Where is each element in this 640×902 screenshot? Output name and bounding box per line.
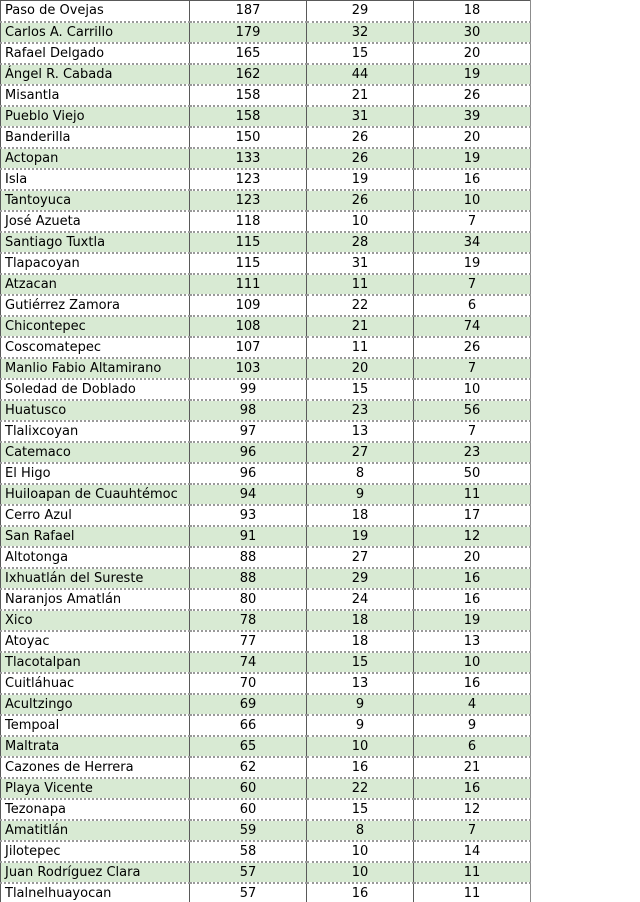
- table-row: [1, 232, 531, 253]
- value-cell: 77: [190, 631, 307, 652]
- value-cell: 60: [190, 799, 307, 820]
- municipality-cell: Altotonga: [1, 547, 190, 568]
- municipality-cell: Tezonapa: [1, 799, 190, 820]
- table-row: [1, 610, 531, 631]
- value-cell: 18: [414, 1, 531, 22]
- value-cell: 80: [190, 589, 307, 610]
- municipality-cell: Banderilla: [1, 127, 190, 148]
- municipality-cell: Tempoal: [1, 715, 190, 736]
- value-cell: 26: [307, 190, 414, 211]
- municipality-cell: Naranjos Amatlán: [1, 589, 190, 610]
- table-row: [1, 568, 531, 589]
- table-row: [1, 589, 531, 610]
- table-row: [1, 169, 531, 190]
- value-cell: 94: [190, 484, 307, 505]
- value-cell: 30: [414, 22, 531, 43]
- value-cell: 62: [190, 757, 307, 778]
- value-cell: 65: [190, 736, 307, 757]
- table-row: [1, 841, 531, 862]
- table-row: [1, 463, 531, 484]
- value-cell: 96: [190, 442, 307, 463]
- value-cell: 31: [307, 106, 414, 127]
- value-cell: 12: [414, 526, 531, 547]
- table-row: [1, 484, 531, 505]
- value-cell: 24: [307, 589, 414, 610]
- value-cell: 10: [414, 652, 531, 673]
- value-cell: 103: [190, 358, 307, 379]
- value-cell: 57: [190, 883, 307, 902]
- table-row: [1, 652, 531, 673]
- value-cell: 18: [307, 610, 414, 631]
- value-cell: 27: [307, 442, 414, 463]
- value-cell: 56: [414, 400, 531, 421]
- value-cell: 9: [307, 715, 414, 736]
- value-cell: 29: [307, 1, 414, 22]
- table-row: [1, 820, 531, 841]
- value-cell: 8: [307, 820, 414, 841]
- table-row: [1, 400, 531, 421]
- table-row: [1, 64, 531, 85]
- municipality-cell: José Azueta: [1, 211, 190, 232]
- table-row: [1, 505, 531, 526]
- value-cell: 9: [414, 715, 531, 736]
- value-cell: 22: [307, 295, 414, 316]
- value-cell: 150: [190, 127, 307, 148]
- value-cell: 16: [414, 673, 531, 694]
- table-row: [1, 673, 531, 694]
- value-cell: 18: [307, 505, 414, 526]
- value-cell: 10: [307, 736, 414, 757]
- value-cell: 19: [414, 253, 531, 274]
- value-cell: 57: [190, 862, 307, 883]
- table-row: [1, 190, 531, 211]
- municipality-cell: Tlalnelhuayocan: [1, 883, 190, 902]
- table-row: [1, 631, 531, 652]
- value-cell: 16: [307, 757, 414, 778]
- value-cell: 26: [414, 337, 531, 358]
- value-cell: 28: [307, 232, 414, 253]
- table-row: [1, 211, 531, 232]
- value-cell: 13: [307, 673, 414, 694]
- table-row: [1, 421, 531, 442]
- value-cell: 44: [307, 64, 414, 85]
- municipality-cell: Ixhuatlán del Sureste: [1, 568, 190, 589]
- municipality-cell: Atzacan: [1, 274, 190, 295]
- municipality-cell: Tlacotalpan: [1, 652, 190, 673]
- value-cell: 15: [307, 652, 414, 673]
- value-cell: 23: [414, 442, 531, 463]
- value-cell: 162: [190, 64, 307, 85]
- table-body: [1, 1, 531, 902]
- municipality-cell: Carlos A. Carrillo: [1, 22, 190, 43]
- value-cell: 69: [190, 694, 307, 715]
- value-cell: 16: [414, 169, 531, 190]
- municipality-cell: El Higo: [1, 463, 190, 484]
- table-row: [1, 883, 531, 902]
- table-row: [1, 358, 531, 379]
- value-cell: 14: [414, 841, 531, 862]
- value-cell: 11: [414, 862, 531, 883]
- value-cell: 115: [190, 253, 307, 274]
- value-cell: 4: [414, 694, 531, 715]
- table-row: [1, 316, 531, 337]
- value-cell: 74: [414, 316, 531, 337]
- value-cell: 123: [190, 169, 307, 190]
- table-row: [1, 148, 531, 169]
- municipality-cell: Misantla: [1, 85, 190, 106]
- municipality-cell: Maltrata: [1, 736, 190, 757]
- value-cell: 15: [307, 43, 414, 64]
- value-cell: 158: [190, 106, 307, 127]
- municipality-cell: Acultzingo: [1, 694, 190, 715]
- table-row: [1, 379, 531, 400]
- value-cell: 74: [190, 652, 307, 673]
- municipality-cell: Tlalixcoyan: [1, 421, 190, 442]
- value-cell: 98: [190, 400, 307, 421]
- value-cell: 118: [190, 211, 307, 232]
- value-cell: 70: [190, 673, 307, 694]
- value-cell: 99: [190, 379, 307, 400]
- value-cell: 21: [307, 85, 414, 106]
- value-cell: 32: [307, 22, 414, 43]
- municipality-cell: Actopan: [1, 148, 190, 169]
- municipality-cell: San Rafael: [1, 526, 190, 547]
- value-cell: 133: [190, 148, 307, 169]
- value-cell: 9: [307, 484, 414, 505]
- municipality-cell: Xico: [1, 610, 190, 631]
- municipality-cell: Tlapacoyan: [1, 253, 190, 274]
- value-cell: 7: [414, 421, 531, 442]
- value-cell: 26: [307, 127, 414, 148]
- value-cell: 19: [307, 526, 414, 547]
- value-cell: 11: [414, 484, 531, 505]
- value-cell: 93: [190, 505, 307, 526]
- value-cell: 115: [190, 232, 307, 253]
- municipality-cell: Chicontepec: [1, 316, 190, 337]
- value-cell: 19: [307, 169, 414, 190]
- value-cell: 108: [190, 316, 307, 337]
- value-cell: 88: [190, 568, 307, 589]
- table-row: [1, 862, 531, 883]
- value-cell: 11: [414, 883, 531, 902]
- value-cell: 21: [307, 316, 414, 337]
- value-cell: 20: [307, 358, 414, 379]
- value-cell: 31: [307, 253, 414, 274]
- table-row: [1, 337, 531, 358]
- table-row: [1, 736, 531, 757]
- value-cell: 78: [190, 610, 307, 631]
- value-cell: 7: [414, 211, 531, 232]
- value-cell: 97: [190, 421, 307, 442]
- value-cell: 60: [190, 778, 307, 799]
- municipality-cell: Huatusco: [1, 400, 190, 421]
- value-cell: 10: [307, 211, 414, 232]
- value-cell: 13: [307, 421, 414, 442]
- value-cell: 22: [307, 778, 414, 799]
- value-cell: 88: [190, 547, 307, 568]
- table-row: [1, 526, 531, 547]
- value-cell: 16: [414, 568, 531, 589]
- value-cell: 11: [307, 337, 414, 358]
- table-row: [1, 43, 531, 64]
- municipality-cell: Jilotepec: [1, 841, 190, 862]
- municipality-cell: Isla: [1, 169, 190, 190]
- value-cell: 9: [307, 694, 414, 715]
- value-cell: 17: [414, 505, 531, 526]
- value-cell: 20: [414, 43, 531, 64]
- value-cell: 96: [190, 463, 307, 484]
- value-cell: 7: [414, 820, 531, 841]
- table-row: [1, 106, 531, 127]
- value-cell: 16: [414, 778, 531, 799]
- value-cell: 23: [307, 400, 414, 421]
- value-cell: 27: [307, 547, 414, 568]
- value-cell: 59: [190, 820, 307, 841]
- value-cell: 7: [414, 358, 531, 379]
- municipality-cell: Paso de Ovejas: [1, 1, 190, 22]
- value-cell: 158: [190, 85, 307, 106]
- value-cell: 26: [414, 85, 531, 106]
- municipality-cell: Rafael Delgado: [1, 43, 190, 64]
- value-cell: 16: [414, 589, 531, 610]
- value-cell: 11: [307, 274, 414, 295]
- municipality-cell: Coscomatepec: [1, 337, 190, 358]
- value-cell: 107: [190, 337, 307, 358]
- value-cell: 26: [307, 148, 414, 169]
- municipality-cell: Huiloapan de Cuauhtémoc: [1, 484, 190, 505]
- value-cell: 10: [307, 841, 414, 862]
- municipality-cell: Pueblo Viejo: [1, 106, 190, 127]
- value-cell: 13: [414, 631, 531, 652]
- value-cell: 15: [307, 799, 414, 820]
- table-row: [1, 757, 531, 778]
- municipality-cell: Manlio Fabio Altamirano: [1, 358, 190, 379]
- value-cell: 66: [190, 715, 307, 736]
- table-row: [1, 694, 531, 715]
- value-cell: 6: [414, 295, 531, 316]
- table-row: [1, 295, 531, 316]
- value-cell: 179: [190, 22, 307, 43]
- municipality-cell: Cazones de Herrera: [1, 757, 190, 778]
- municipality-cell: Soledad de Doblado: [1, 379, 190, 400]
- municipality-cell: Santiago Tuxtla: [1, 232, 190, 253]
- municipality-cell: Catemaco: [1, 442, 190, 463]
- value-cell: 187: [190, 1, 307, 22]
- value-cell: 7: [414, 274, 531, 295]
- value-cell: 29: [307, 568, 414, 589]
- municipality-cell: Cerro Azul: [1, 505, 190, 526]
- value-cell: 16: [307, 883, 414, 902]
- municipality-cell: Cuitláhuac: [1, 673, 190, 694]
- table-row: [1, 274, 531, 295]
- table-row: [1, 85, 531, 106]
- value-cell: 19: [414, 148, 531, 169]
- value-cell: 20: [414, 127, 531, 148]
- value-cell: 34: [414, 232, 531, 253]
- value-cell: 165: [190, 43, 307, 64]
- value-cell: 19: [414, 64, 531, 85]
- table-row: [1, 442, 531, 463]
- value-cell: 8: [307, 463, 414, 484]
- value-cell: 15: [307, 379, 414, 400]
- table-row: [1, 127, 531, 148]
- table-row: [1, 715, 531, 736]
- value-cell: 10: [414, 190, 531, 211]
- value-cell: 10: [414, 379, 531, 400]
- value-cell: 39: [414, 106, 531, 127]
- table-row: [1, 547, 531, 568]
- value-cell: 20: [414, 547, 531, 568]
- municipality-cell: Amatitlán: [1, 820, 190, 841]
- table-row: [1, 1, 531, 22]
- table-row: [1, 22, 531, 43]
- municipality-cell: Tantoyuca: [1, 190, 190, 211]
- value-cell: 12: [414, 799, 531, 820]
- table-row: [1, 253, 531, 274]
- table-row: [1, 799, 531, 820]
- value-cell: 91: [190, 526, 307, 547]
- value-cell: 58: [190, 841, 307, 862]
- value-cell: 6: [414, 736, 531, 757]
- value-cell: 18: [307, 631, 414, 652]
- municipality-cell: Juan Rodríguez Clara: [1, 862, 190, 883]
- value-cell: 19: [414, 610, 531, 631]
- municipality-cell: Gutiérrez Zamora: [1, 295, 190, 316]
- value-cell: 109: [190, 295, 307, 316]
- value-cell: 10: [307, 862, 414, 883]
- value-cell: 21: [414, 757, 531, 778]
- value-cell: 111: [190, 274, 307, 295]
- value-cell: 50: [414, 463, 531, 484]
- municipality-cell: Playa Vicente: [1, 778, 190, 799]
- municipality-cell: Ángel R. Cabada: [1, 64, 190, 85]
- municipality-cell: Atoyac: [1, 631, 190, 652]
- value-cell: 123: [190, 190, 307, 211]
- table-row: [1, 778, 531, 799]
